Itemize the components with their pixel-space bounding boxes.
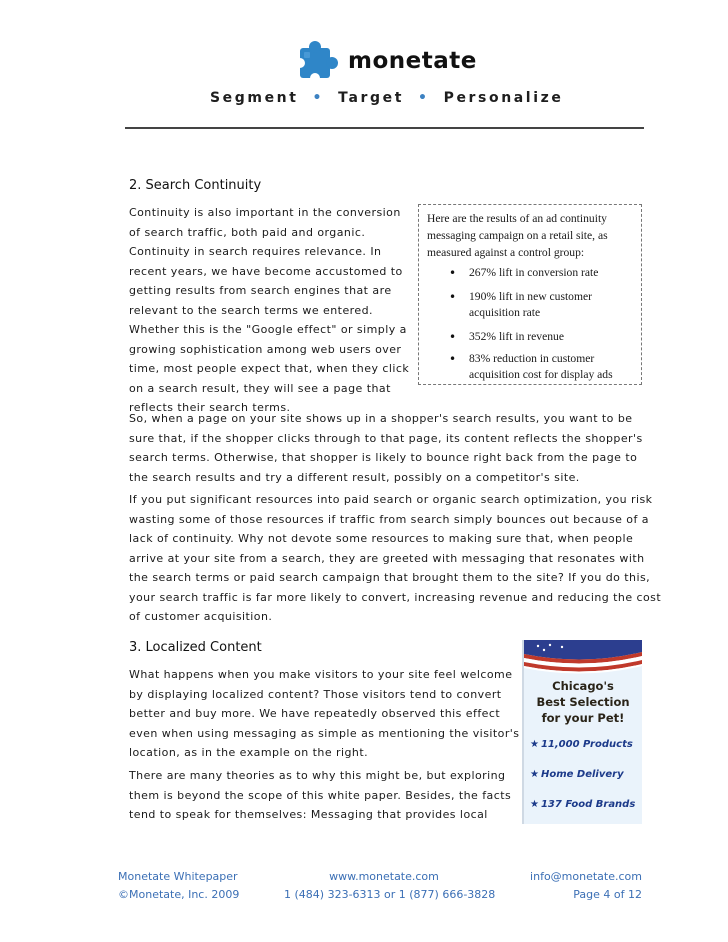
text-line: recent years, we have become accustomed to [129, 264, 403, 278]
text-line: relevant to the search terms we entered. [129, 303, 373, 317]
text-line: getting results from search engines that are [129, 284, 392, 297]
tagline-segment: Segment [210, 90, 299, 106]
text-line: What happens when you make visitors to your site feel welcome [129, 668, 513, 681]
text-line: time, most people expect that, when they click [129, 362, 410, 375]
text-line: of search traffic, both paid and organic. [129, 225, 366, 239]
text-line: Best Selection [536, 695, 630, 709]
bullet-icon: • [449, 330, 457, 344]
text-line: If you put significant resources into paid search or organic search optimization, you risk [129, 493, 653, 506]
results-callout-box [418, 204, 642, 385]
text-line: messaging campaign on a retail site, as [427, 229, 608, 242]
text-line: by displaying localized content? Those visitors tend to convert [129, 687, 502, 701]
callout-intro [427, 210, 608, 261]
section2-paragraph-3 [129, 490, 661, 627]
ad-feature-products: ★ 11,000 Products [530, 739, 633, 750]
text-line: measured against a control group: [427, 246, 585, 259]
footer-page-number: Page 4 of 12 [573, 888, 642, 901]
text-line: wasting some of those resources if traffic from search simply bounces out because of a [129, 512, 649, 526]
brand-name: monetate [348, 48, 477, 74]
localized-ad-example [522, 640, 642, 824]
tagline [210, 90, 563, 106]
footer-phone: 1 (484) 323-6313 or 1 (877) 666-3828 [284, 888, 496, 901]
ad-feature-delivery: ★ Home Delivery [530, 769, 624, 780]
text-line: There are many theories as to why this might be, but exploring [129, 769, 506, 782]
ad-headline [524, 678, 642, 726]
callout-bullet-2 [469, 289, 592, 321]
footer-center [284, 868, 496, 904]
tagline-target: Target [338, 90, 405, 106]
text-line: acquisition cost for display ads [469, 368, 613, 381]
text-line: on a search result, they will see a page that [129, 381, 391, 395]
text-line: Continuity is also important in the conversion [129, 206, 401, 219]
callout-bullet-3: 352% lift in revenue [469, 330, 564, 343]
text-line: Whether this is the "Google effect" or simply a [129, 323, 407, 336]
flag-banner-graphic [524, 640, 642, 680]
puzzle-piece-icon [296, 40, 342, 82]
brand-logo [296, 40, 496, 84]
bullet-icon: • [312, 90, 325, 106]
text-line: arrive at your site from a search, they are greeted with messaging that resonates with [129, 551, 645, 565]
bullet-icon: • [449, 290, 457, 304]
text-line: Chicago's [552, 679, 614, 693]
footer-doc-name: Monetate Whitepaper [118, 870, 238, 883]
bullet-icon: • [449, 352, 457, 366]
section-heading-search-continuity: 2. Search Continuity [129, 178, 262, 193]
text-line: 190% lift in new customer [469, 290, 592, 303]
ad-feature-brands: ★ 137 Food Brands [530, 799, 636, 810]
text-line: reflects their search terms. [129, 401, 291, 414]
text-line: the search terms or paid search campaign that brought them to the site? If you do this, [129, 571, 651, 584]
text-line: Here are the results of an ad continuity [427, 212, 607, 225]
text-line: for your Pet! [541, 711, 625, 725]
text-line: So, when a page on your site shows up in a shopper's search results, you want to be [129, 412, 633, 425]
section2-paragraph-1 [129, 203, 409, 418]
text-line: the search results and try a different result, possibly on a competitor's site. [129, 470, 580, 484]
footer-left [118, 868, 239, 904]
footer-right [500, 868, 642, 904]
bullet-icon: • [418, 90, 430, 106]
footer-email-link[interactable]: info@monetate.com [530, 870, 642, 883]
section-heading-localized-content: 3. Localized Content [129, 640, 262, 655]
footer-website-link[interactable]: www.monetate.com [329, 870, 439, 883]
tagline-personalize: Personalize [443, 90, 564, 106]
text-line: better and buy more. We have repeatedly observed this effect [129, 707, 501, 720]
text-line: of customer acquisition. [129, 610, 273, 623]
text-line: tend to speak for themselves: Messaging that provides local [129, 808, 488, 821]
text-line: search terms. Otherwise, that shopper is likely to bounce right back from the page to [129, 451, 638, 464]
text-line: growing sophistication among web users over [129, 342, 402, 356]
star-icon: ★ [530, 769, 539, 780]
bullet-icon: • [449, 266, 457, 280]
text-line: 83% reduction in customer [469, 352, 595, 365]
text-line: them is beyond the scope of this white paper. Besides, the facts [129, 788, 512, 802]
callout-bullet-1: 267% lift in conversion rate [469, 266, 599, 279]
header-divider [125, 127, 644, 129]
text-line: lack of continuity. Why not devote some resources to making sure that, when people [129, 532, 634, 545]
callout-bullet-4 [469, 351, 613, 383]
text-line: your search traffic is far more likely to convert, increasing revenue and reducing the cost [129, 590, 662, 604]
text-line: sure that, if the shopper clicks through to that page, its content reflects the shopper's [129, 431, 643, 445]
star-icon: ★ [530, 739, 539, 750]
section2-paragraph-2 [129, 409, 643, 487]
text-line: even when using messaging as simple as mentioning the visitor's [129, 726, 520, 740]
star-icon: ★ [530, 799, 539, 810]
section3-paragraph-1 [129, 665, 519, 763]
text-line: acquisition rate [469, 306, 541, 319]
footer-copyright: ©Monetate, Inc. 2009 [118, 888, 240, 901]
text-line: Continuity in search requires relevance. In [129, 245, 382, 258]
text-line: location, as in the example on the right. [129, 746, 369, 759]
section3-paragraph-2 [129, 766, 511, 825]
